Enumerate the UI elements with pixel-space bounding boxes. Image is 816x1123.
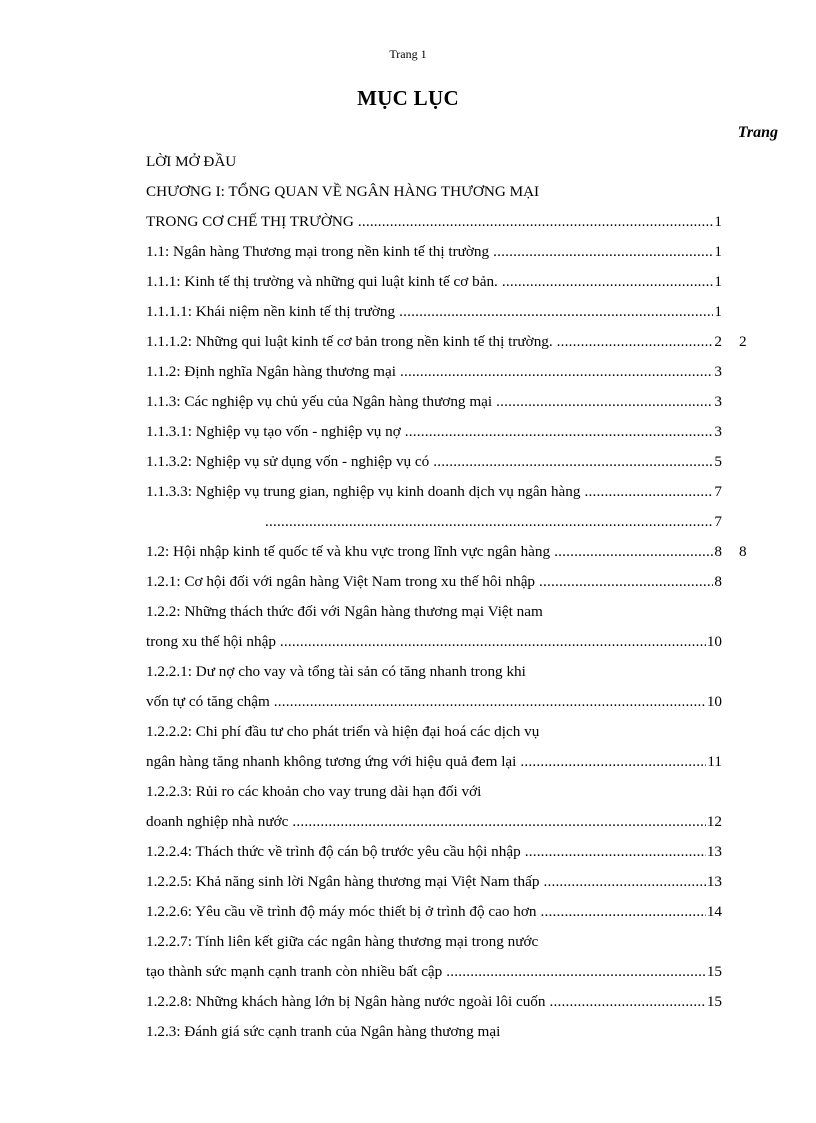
toc-entry-text: 1.1.3.2: Nghiệp vụ sử dụng vốn - nghiệp vụ có ..... [146,453,722,470]
toc-entry-text: 1.2.2.6: Yêu cầu về trình độ máy móc thiết bị ở trình độ cao hơn ..... [146,903,722,920]
toc-entry [146,391,722,413]
margin-page-number: 8 [739,543,747,560]
toc-entry [146,601,722,623]
toc-entry-page: 1 [713,301,722,323]
toc-entry-page: 1 [713,241,722,263]
margin-page-number: 2 [739,333,747,350]
toc-entry-text: 1.1: Ngân hàng Thương mại trong nền kinh tế thị trường ..... [146,243,722,260]
toc-entry-text: 1.1.1.2: Những qui luật kinh tế cơ bản trong nền kinh tế thị trường. ..... [146,333,722,350]
toc-entry-page: 15 [706,961,722,983]
toc-entry-page: 11 [706,751,722,773]
toc-title: MỤC LỤC [357,86,459,110]
toc-entry-page: 12 [706,811,722,833]
toc-entry-text: trong xu thế hội nhập ..... [146,633,722,650]
toc-entry [146,571,722,593]
toc-entry [146,721,722,743]
page-column-header: Trang [737,124,778,141]
toc-entry-page: 3 [713,361,722,383]
toc-entry-page: 3 [713,421,722,443]
toc-entry [146,631,722,653]
toc-entry-text: 1.1.2: Định nghĩa Ngân hàng thương mại ..... [146,363,722,380]
toc-entry [146,151,722,173]
toc-entry-page: 14 [706,901,722,923]
toc-entry-text: CHƯƠNG I: TỔNG QUAN VỀ NGÂN HÀNG THƯƠNG MẠI [146,183,540,200]
toc-entry [146,661,722,683]
toc-entry [146,361,722,383]
toc-entry [146,181,722,203]
toc-entry-text: TRONG CƠ CHẾ THỊ TRƯỜNG ..... [146,213,722,230]
toc-entry-page: 10 [706,631,722,653]
toc-entry-text: 1.2.2.3: Rủi ro các khoản cho vay trung dài hạn đối với [146,783,482,800]
toc-entry-text: 1.1.3.3: Nghiệp vụ trung gian, nghiệp vụ kinh doanh dịch vụ ngân hàng ..... [146,483,722,500]
toc-entry-page: 8 [713,541,722,563]
toc-entry-text: 1.1.3.1: Nghiệp vụ tạo vốn - nghiệp vụ nợ ..... [146,423,722,440]
toc-entry [146,1021,722,1043]
toc-entry [146,931,722,953]
toc-entry-page: 3 [713,391,722,413]
toc-entry [146,781,722,803]
toc-entry [146,961,722,983]
toc-entry-text: 1.1.3: Các nghiệp vụ chủ yếu của Ngân hàng thương mại ..... [146,393,722,410]
toc-entry-page: 10 [706,691,722,713]
toc-entry [146,691,722,713]
toc-entry-text: 1.2.2.2: Chi phí đầu tư cho phát triển và hiện đại hoá các dịch vụ [146,723,540,740]
toc-entry-page: 1 [713,271,722,293]
toc-entry [146,421,722,443]
toc-entry-page: 13 [706,841,722,863]
toc-entry [146,481,722,503]
toc-entry-text: 1.1.1.1: Khái niệm nền kinh tế thị trường ..... [146,303,722,320]
toc-entry-text: tạo thành sức mạnh cạnh tranh còn nhiều bất cập ..... [146,963,722,980]
toc-entry-text: 1.2: Hội nhập kinh tế quốc tế và khu vực trong lĩnh vực ngân hàng ..... [146,543,722,560]
toc-entry [146,811,722,833]
toc-entry [146,331,722,353]
toc-entry-page: 7 [713,511,722,533]
toc-entry-page: 5 [713,451,722,473]
toc-entry-text [265,513,722,530]
toc-entry-text: 1.2.2.7: Tính liên kết giữa các ngân hàng thương mại trong nước [146,933,539,950]
toc-entry [146,871,722,893]
toc-entry-text: 1.2.2: Những thách thức đối với Ngân hàng thương mại Việt nam [146,603,543,620]
toc-entry-text: LỜI MỞ ĐẦU [146,153,237,170]
toc-entry-text: 1.2.2.4: Thách thức về trình độ cán bộ trước yêu cầu hội nhập ..... [146,843,722,860]
toc-entry-text: doanh nghiệp nhà nước ..... [146,813,722,830]
toc-entry [146,991,722,1013]
toc-entry-text: 1.2.2.1: Dư nợ cho vay và tổng tài sản có tăng nhanh trong khi [146,663,526,680]
toc-entry-text: 1.2.2.5: Khả năng sinh lời Ngân hàng thương mại Việt Nam thấp ..... [146,873,722,890]
toc-entry-text: vốn tự có tăng chậm ..... [146,693,722,710]
toc-entry-page: 1 [713,211,722,233]
toc-entry [146,241,722,263]
toc-entry-page: 15 [706,991,722,1013]
toc-entry-text: 1.2.2.8: Những khách hàng lớn bị Ngân hàng nước ngoài lôi cuốn ..... [146,993,722,1010]
toc-entry-text: 1.2.3: Đánh giá sức cạnh tranh của Ngân hàng thương mại [146,1023,501,1040]
toc-entry [146,901,722,923]
toc-entry-text: 1.1.1: Kinh tế thị trường và những qui luật kinh tế cơ bản. ..... [146,273,722,290]
page-number: Trang 1 [389,47,427,61]
toc-entry [265,511,722,533]
toc-entry-page: 13 [706,871,722,893]
toc-entry-text: 1.2.1: Cơ hội đối với ngân hàng Việt Nam trong xu thế hôi nhập ..... [146,573,722,590]
toc-entry-text: ngân hàng tăng nhanh không tương ứng với hiệu quả đem lại ..... [146,753,722,770]
toc-entry-page: 7 [713,481,722,503]
toc-entry [146,541,722,563]
toc-entry [146,301,722,323]
toc-entry [146,211,722,233]
toc-entry [146,271,722,293]
toc-entry [146,751,722,773]
toc-entry-page: 8 [713,571,722,593]
toc-entry-page: 2 [713,331,722,353]
toc-entry [146,841,722,863]
toc-entry [146,451,722,473]
